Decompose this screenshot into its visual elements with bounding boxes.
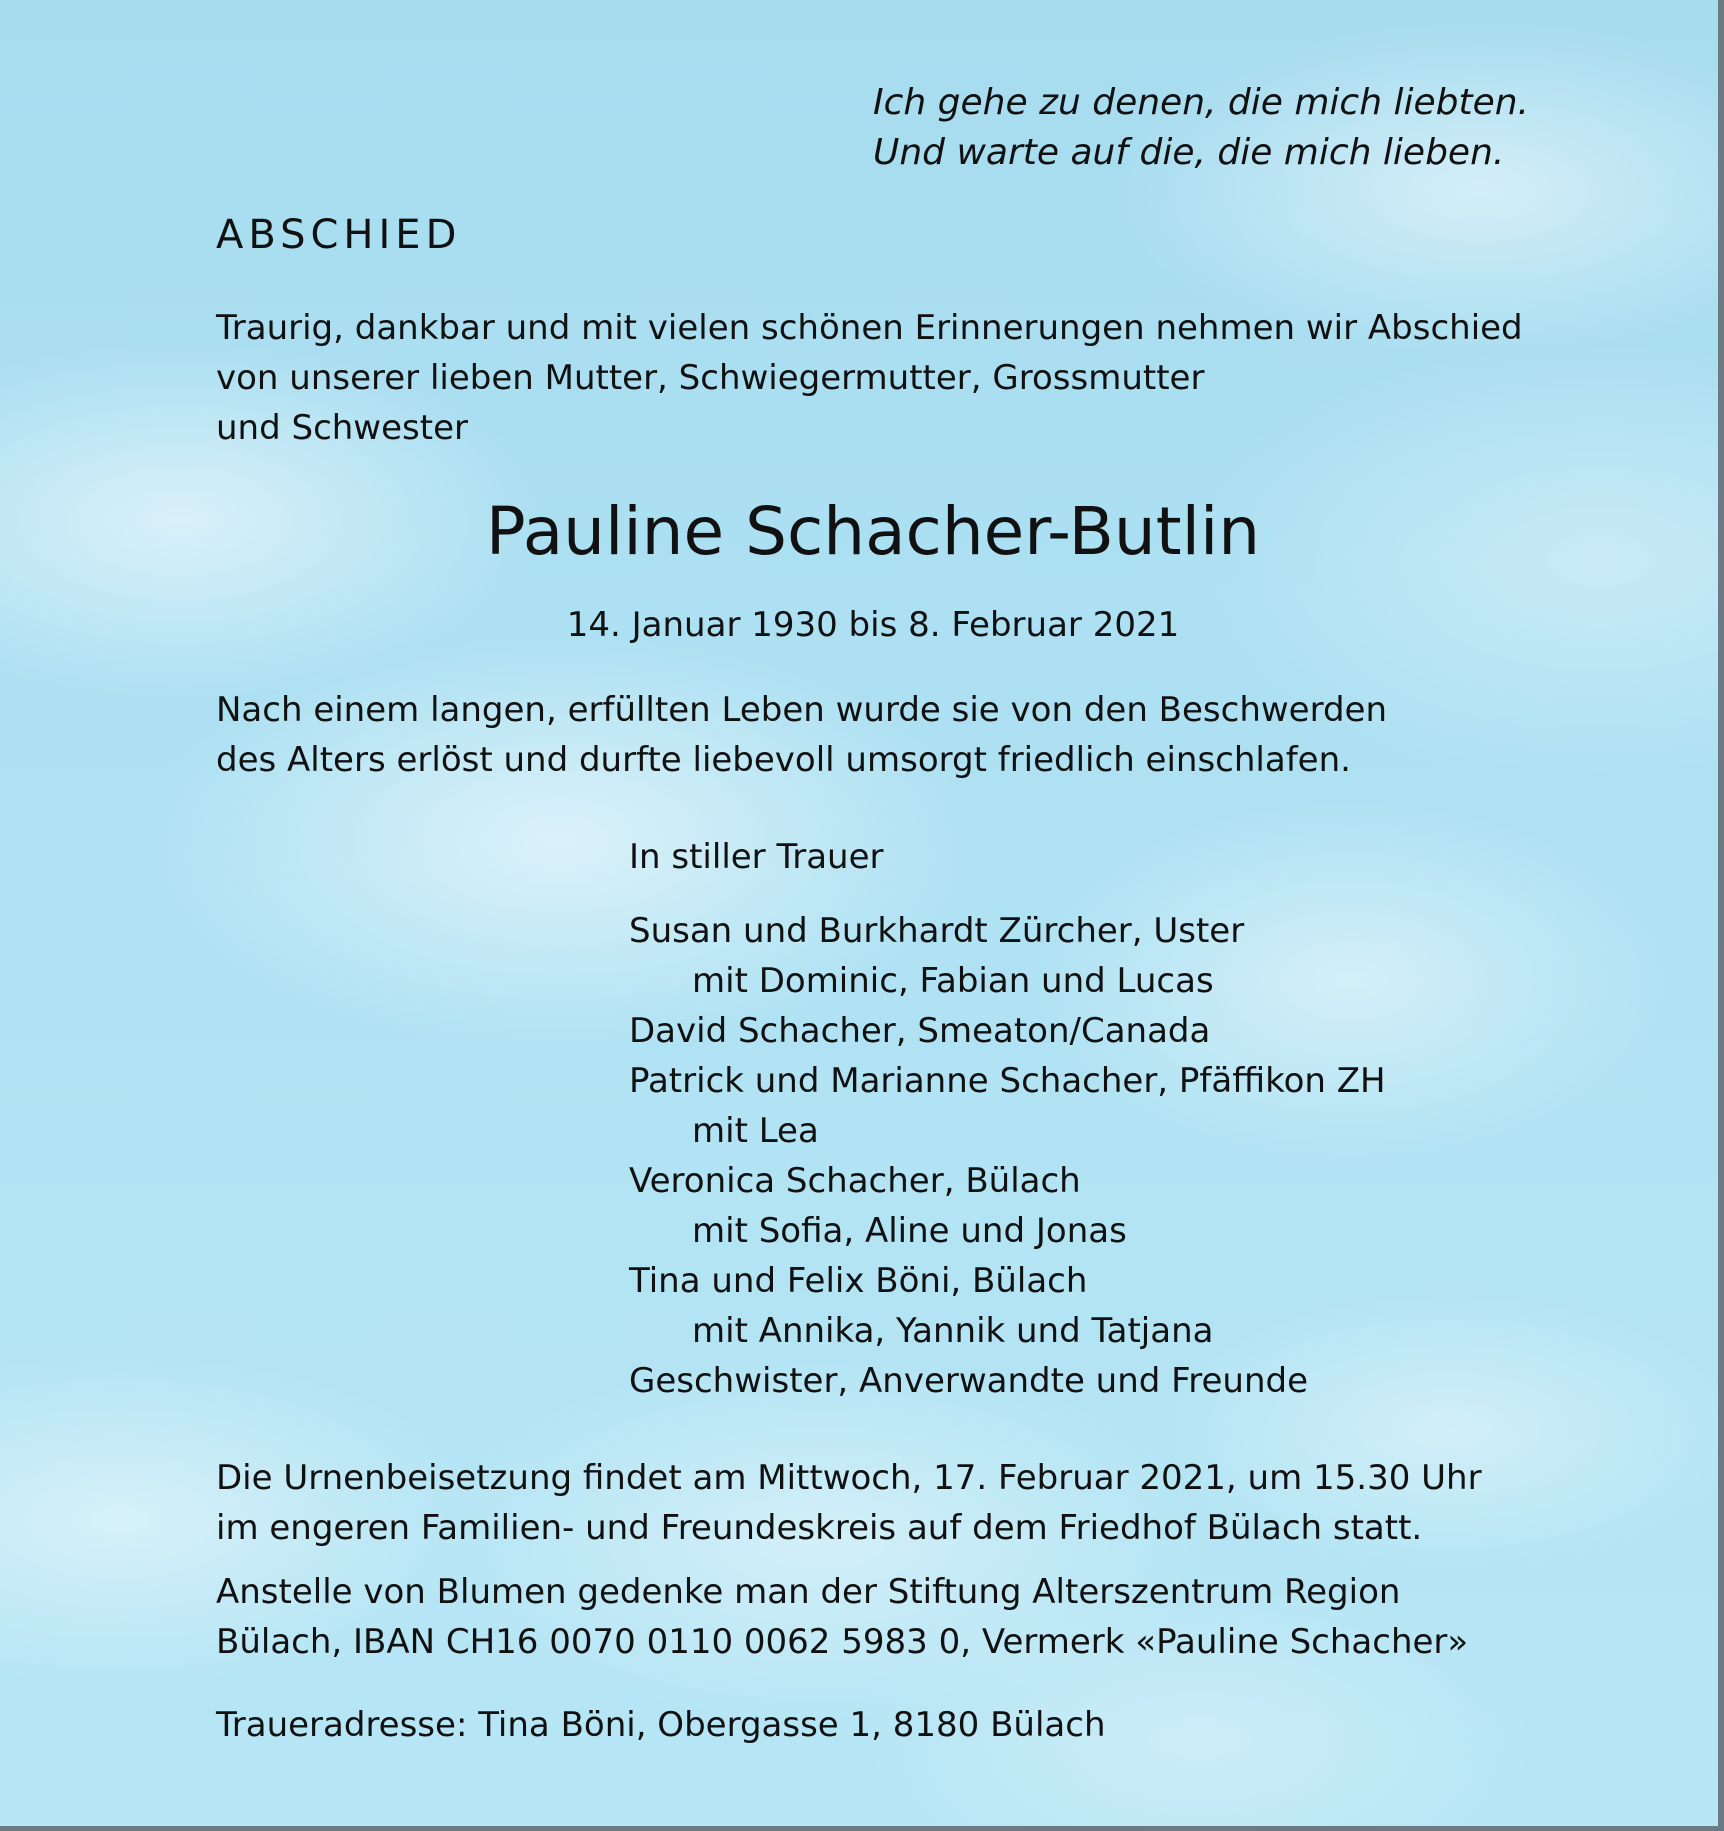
mourner-line: David Schacher, Smeaton/Canada (629, 1011, 1211, 1051)
section-heading: ABSCHIED (216, 212, 462, 258)
mourner-line: Tina und Felix Böni, Bülach (629, 1261, 1088, 1301)
ceremony-paragraph (216, 1453, 1482, 1553)
mourner-line: Patrick und Marianne Schacher, Pfäffikon ZH (629, 1061, 1386, 1101)
ceremony-line: Die Urnenbeisetzung findet am Mittwoch, 17. Februar 2021, um 15.30 Uhr (216, 1458, 1482, 1498)
intro-line: Traurig, dankbar und mit vielen schönen Erinnerungen nehmen wir Abschied (216, 308, 1523, 348)
mourner-line: Geschwister, Anverwandte und Freunde (629, 1361, 1309, 1401)
ceremony-line: im engeren Familien- und Freundeskreis auf dem Friedhof Bülach statt. (216, 1508, 1423, 1548)
life-dates: 14. Januar 1930 bis 8. Februar 2021 (566, 605, 1180, 645)
passage-line: Nach einem langen, erfüllten Leben wurde sie von den Beschwerden (216, 690, 1388, 730)
donation-line: Anstelle von Blumen gedenke man der Stiftung Alterszentrum Region (216, 1572, 1401, 1612)
passage-paragraph (216, 685, 1387, 785)
donation-paragraph (216, 1567, 1468, 1667)
intro-line: und Schwester (216, 408, 468, 448)
donation-line: Bülach, IBAN CH16 0070 0110 0062 5983 0, Vermerk «Pauline Schacher» (216, 1622, 1469, 1662)
mourners-list (629, 906, 1386, 1406)
mourner-children-line: mit Sofia, Aline und Jonas (692, 1211, 1127, 1251)
mourner-children-line: mit Annika, Yannik und Tatjana (692, 1311, 1214, 1351)
passage-line: des Alters erlöst und durfte liebevoll umsorgt friedlich einschlafen. (216, 740, 1351, 780)
mourner-line: Susan und Burkhardt Zürcher, Uster (629, 911, 1245, 951)
mourner-line: Veronica Schacher, Bülach (629, 1161, 1081, 1201)
deceased-name: Pauline Schacher-Butlin (485, 493, 1261, 570)
mourner-children-line: mit Lea (692, 1111, 819, 1151)
epigraph-quote (873, 78, 1529, 178)
quote-line: Und warte auf die, die mich lieben. (873, 132, 1505, 173)
intro-line: von unserer lieben Mutter, Schwiegermutter, Grossmutter (216, 358, 1205, 398)
mourning-title: In stiller Trauer (629, 837, 884, 877)
mourning-address: Traueradresse: Tina Böni, Obergasse 1, 8180 Bülach (216, 1705, 1106, 1745)
mourner-children-line: mit Dominic, Fabian und Lucas (692, 961, 1214, 1001)
intro-paragraph (216, 303, 1523, 453)
quote-line: Ich gehe zu denen, die mich liebten. (873, 82, 1529, 123)
